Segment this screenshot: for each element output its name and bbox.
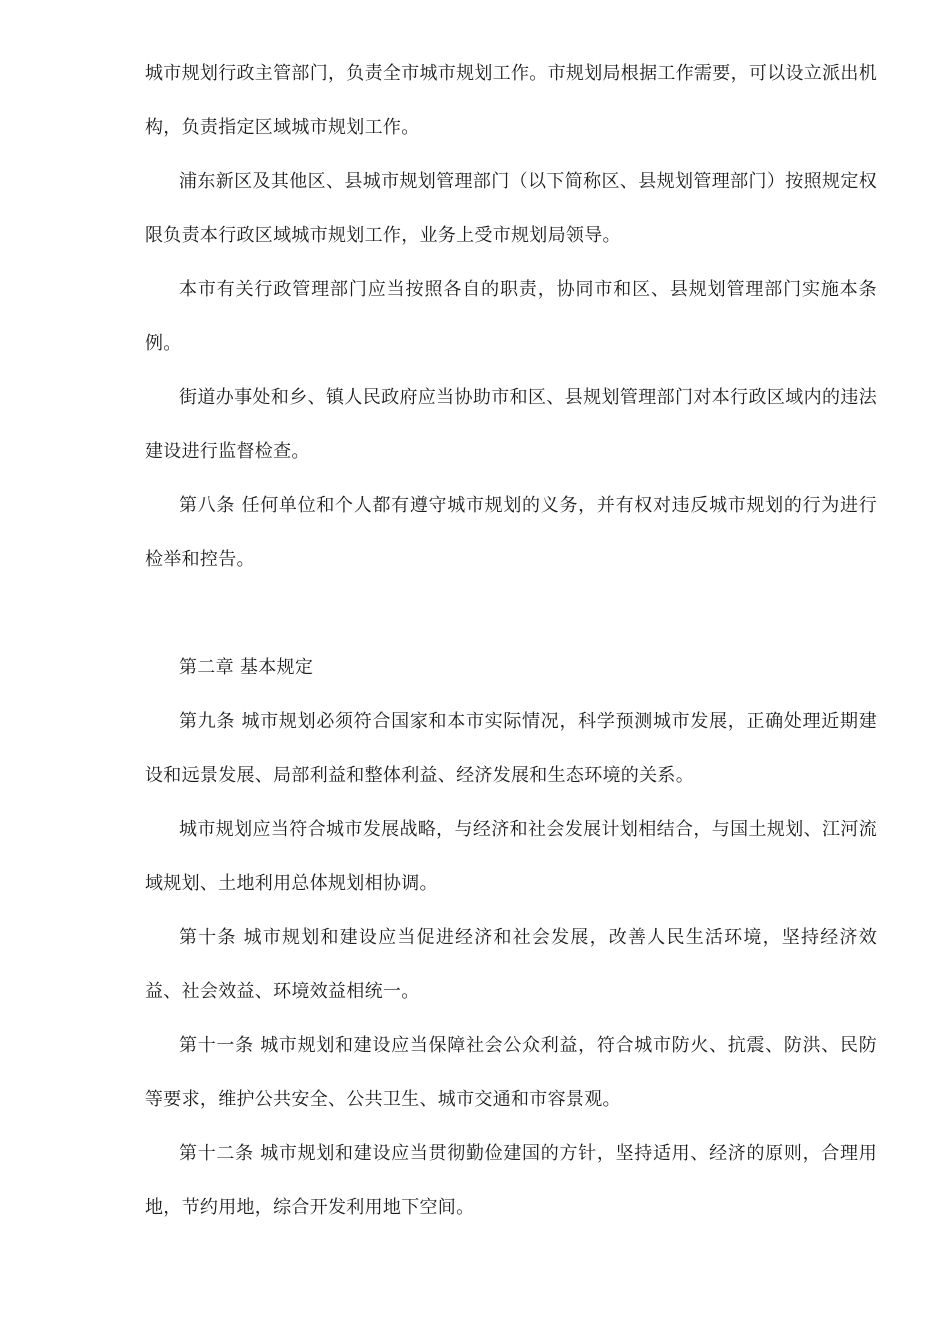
paragraph: 街道办事处和乡、镇人民政府应当协助市和区、县规划管理部门对本行政区域内的违法建设进行监督检查。	[145, 387, 877, 462]
paragraph: 浦东新区及其他区、县城市规划管理部门（以下简称区、县规划管理部门）按照规定权限负责本行政区域城市规划工作，业务上受市规划局领导。	[145, 171, 877, 246]
chapter-title: 第二章 基本规定	[179, 657, 314, 678]
article-8: 第八条 任何单位和个人都有遵守城市规划的义务，并有权对违反城市规划的行为进行检举和控告。	[145, 495, 877, 570]
article-10: 第十条 城市规划和建设应当促进经济和社会发展，改善人民生活环境，坚持经济效益、社会效益、环境效益相统一。	[145, 927, 877, 1002]
paragraph-continued: 城市规划行政主管部门，负责全市城市规划工作。市规划局根据工作需要，可以设立派出机构，负责指定区域城市规划工作。	[145, 63, 877, 138]
paragraph: 城市规划应当符合城市发展战略，与经济和社会发展计划相结合，与国土规划、江河流域规划、土地利用总体规划相协调。	[145, 819, 877, 894]
paragraph: 本市有关行政管理部门应当按照各自的职责，协同市和区、县规划管理部门实施本条例。	[145, 279, 877, 354]
document-page	[145, 47, 877, 1235]
article-9: 第九条 城市规划必须符合国家和本市实际情况，科学预测城市发展，正确处理近期建设和远景发展、局部利益和整体利益、经济发展和生态环境的关系。	[145, 711, 877, 786]
article-12: 第十二条 城市规划和建设应当贯彻勤俭建国的方针，坚持适用、经济的原则，合理用地，节约用地，综合开发利用地下空间。	[145, 1143, 877, 1218]
article-11: 第十一条 城市规划和建设应当保障社会公众利益，符合城市防火、抗震、防洪、民防等要求，维护公共安全、公共卫生、城市交通和市容景观。	[145, 1035, 877, 1110]
section-spacer	[145, 587, 877, 641]
